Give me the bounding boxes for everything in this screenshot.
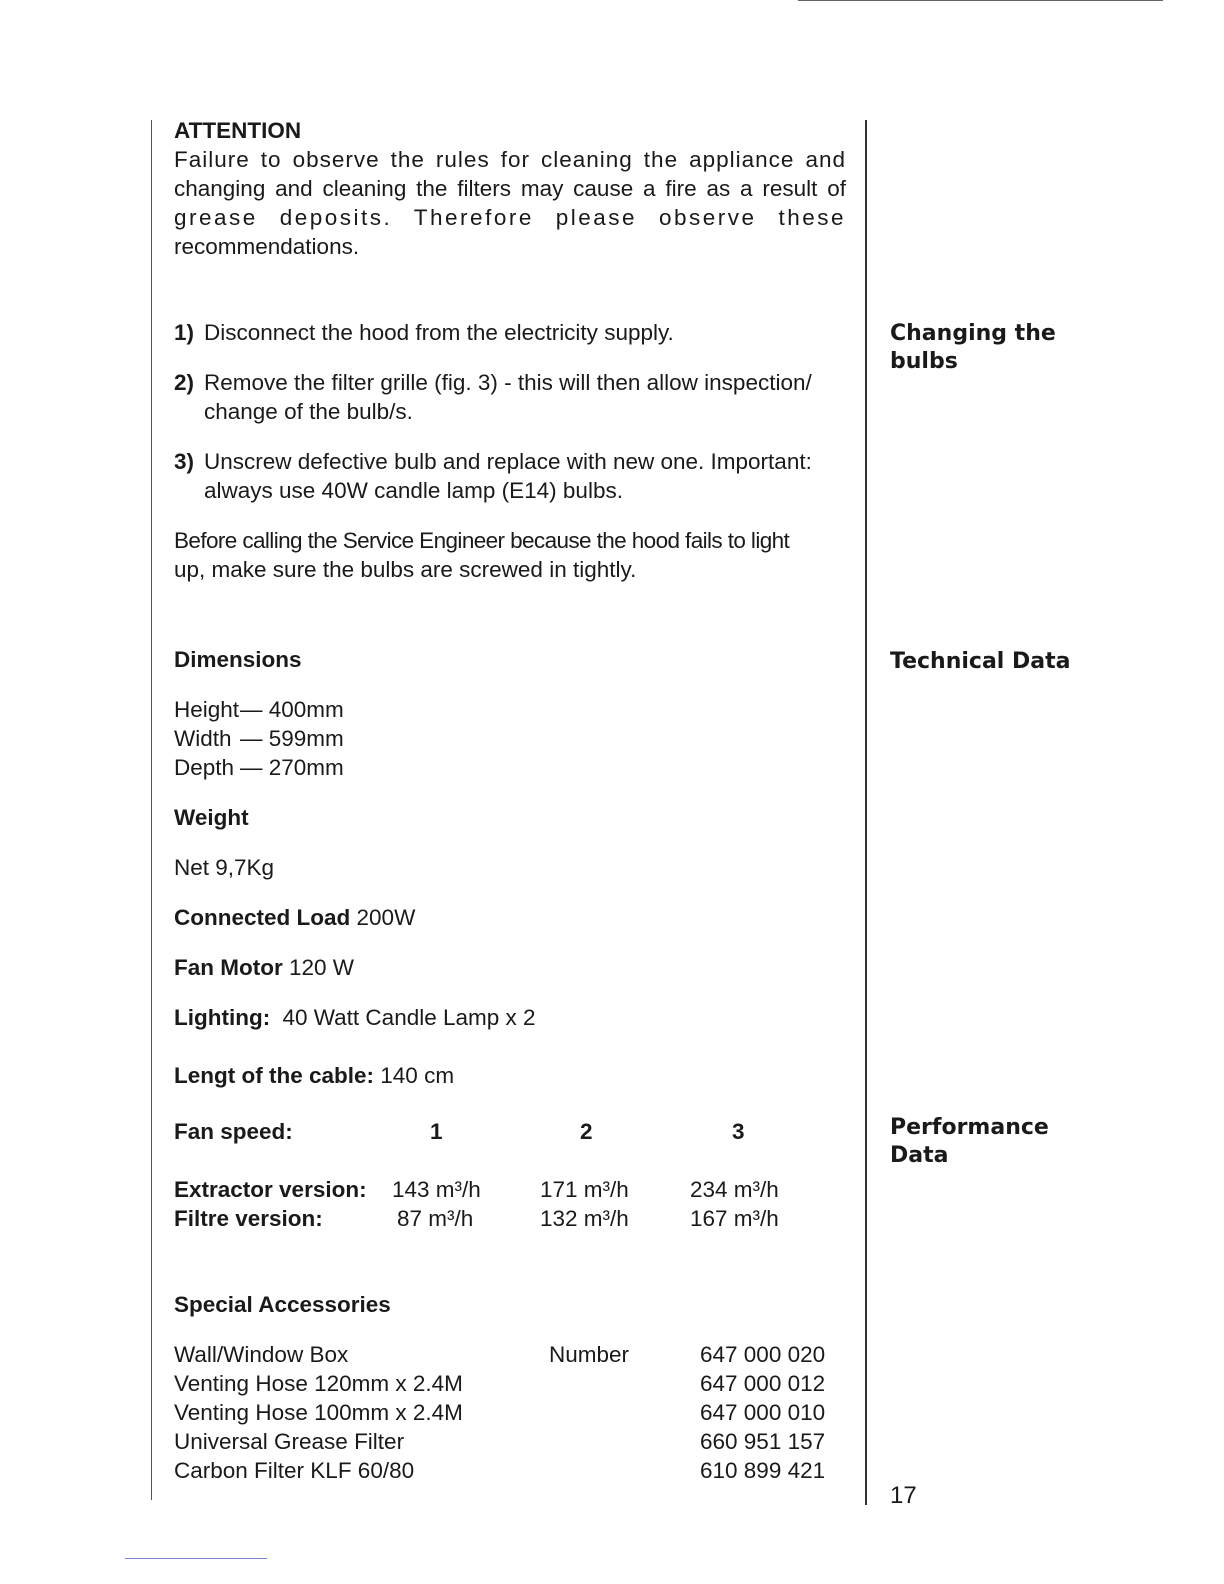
page-number: 17: [890, 1482, 917, 1509]
connected-load-value: 200W: [356, 905, 416, 930]
step-text-continued: always use 40W candle lamp (E14) bulbs.: [204, 478, 623, 503]
accessory-name: Venting Hose 100mm x 2.4M: [174, 1400, 463, 1425]
step-text: Unscrew defective bulb and replace with new one. Important:: [204, 449, 812, 474]
accessory-item: [174, 1456, 854, 1485]
step-number: 3): [174, 449, 195, 474]
accessory-name: Venting Hose 120mm x 2.4M: [174, 1371, 463, 1396]
dimension-depth: [174, 753, 846, 782]
bottom-edge-mark: [125, 1558, 267, 1559]
bulb-steps: [174, 318, 846, 584]
accessory-item: [174, 1340, 854, 1369]
fan-motor-label: Fan Motor: [174, 955, 283, 980]
accessory-name: Wall/Window Box: [174, 1342, 349, 1367]
attention-line-4: recommendations.: [174, 234, 360, 259]
side-heading-performance-line-1: Performance: [890, 1115, 1049, 1140]
bulb-note: [174, 526, 846, 584]
cable-length: [174, 1061, 846, 1090]
dimensions-heading: Dimensions: [174, 647, 302, 672]
bulb-note-line-2: up, make sure the bulbs are screwed in tightly.: [174, 557, 637, 582]
fan-speed-3: 3: [732, 1119, 745, 1144]
accessory-item: [174, 1427, 854, 1456]
connected-load-label: Connected Load: [174, 905, 351, 930]
extractor-label: Extractor version:: [174, 1177, 367, 1202]
fan-speed-2: 2: [580, 1119, 593, 1144]
left-margin-rule: [151, 120, 152, 1500]
accessory-name: Carbon Filter KLF 60/80: [174, 1458, 415, 1483]
top-edge-line: [798, 0, 1163, 1]
dimension-value: — 400mm: [240, 697, 344, 722]
step-number: 2): [174, 370, 195, 395]
weight-value: Net 9,7Kg: [174, 855, 275, 880]
side-heading-performance-data: [890, 1114, 1150, 1170]
step-number: 1): [174, 320, 195, 345]
fan-motor-value: 120 W: [289, 955, 355, 980]
accessory-number: 610 899 421: [700, 1458, 826, 1483]
dimension-value: — 270mm: [240, 755, 344, 780]
special-accessories: [174, 1290, 854, 1485]
attention-block: [174, 116, 846, 261]
filtre-label: Filtre version:: [174, 1206, 323, 1231]
attention-line-1: Failure to observe the rules for cleaning the appliance and: [174, 147, 846, 172]
accessory-item: [174, 1369, 854, 1398]
dimension-value: — 599mm: [240, 726, 344, 751]
attention-heading: ATTENTION: [174, 118, 302, 143]
cable-length-label: Lengt of the cable:: [174, 1063, 375, 1088]
attention-line-3: grease deposits. Therefore please observe these: [174, 205, 846, 230]
accessory-number-label: Number: [549, 1342, 630, 1367]
accessory-number: 647 000 010: [700, 1400, 826, 1425]
dimension-label: Width: [174, 726, 232, 751]
extractor-value-1: 143 m³/h: [392, 1177, 481, 1202]
bulb-step-3: [174, 447, 846, 505]
accessories-list: [174, 1340, 854, 1485]
lighting-value: 40 Watt Candle Lamp x 2: [282, 1005, 536, 1030]
accessory-item: [174, 1398, 854, 1427]
column-divider-rule: [865, 120, 867, 1505]
fan-speed-label: Fan speed:: [174, 1119, 293, 1144]
accessory-number: 647 000 012: [700, 1371, 826, 1396]
accessory-number: 647 000 020: [700, 1342, 826, 1367]
technical-data: [174, 645, 846, 1090]
step-text: Remove the filter grille (fig. 3) - this will then allow inspection/: [204, 370, 812, 395]
bulb-step-2: [174, 368, 846, 426]
side-heading-changing-bulbs-line-1: Changing the: [890, 321, 1056, 346]
dimension-height: [174, 695, 846, 724]
side-heading-changing-bulbs: [890, 320, 1150, 376]
side-heading-performance-line-2: Data: [890, 1143, 949, 1168]
step-text: Disconnect the hood from the electricity supply.: [204, 320, 674, 345]
extractor-value-2: 171 m³/h: [540, 1177, 629, 1202]
accessory-number: 660 951 157: [700, 1429, 826, 1454]
connected-load: [174, 903, 846, 932]
filtre-value-3: 167 m³/h: [690, 1206, 779, 1231]
dimension-label: Depth: [174, 755, 235, 780]
fan-speed-1: 1: [430, 1119, 443, 1144]
side-heading-changing-bulbs-line-2: bulbs: [890, 349, 958, 374]
weight-heading: Weight: [174, 805, 249, 830]
dimensions-list: [174, 695, 846, 782]
dimension-label: Height: [174, 697, 240, 722]
lighting: [174, 1003, 846, 1032]
bulb-step-1: [174, 318, 846, 347]
accessories-heading: Special Accessories: [174, 1292, 391, 1317]
bulb-note-line-1: Before calling the Service Engineer because the hood fails to light: [174, 528, 790, 553]
step-text-continued: change of the bulb/s.: [204, 399, 413, 424]
dimension-width: [174, 724, 846, 753]
accessory-name: Universal Grease Filter: [174, 1429, 405, 1454]
attention-line-2: changing and cleaning the filters may cause a fire as a result of: [174, 176, 846, 201]
side-heading-technical-data: Technical Data: [890, 649, 1071, 674]
filtre-value-1: 87 m³/h: [397, 1206, 474, 1231]
cable-length-value: 140 cm: [380, 1063, 455, 1088]
filtre-value-2: 132 m³/h: [540, 1206, 629, 1231]
lighting-label: Lighting:: [174, 1005, 271, 1030]
extractor-value-3: 234 m³/h: [690, 1177, 779, 1202]
fan-motor: [174, 953, 846, 982]
